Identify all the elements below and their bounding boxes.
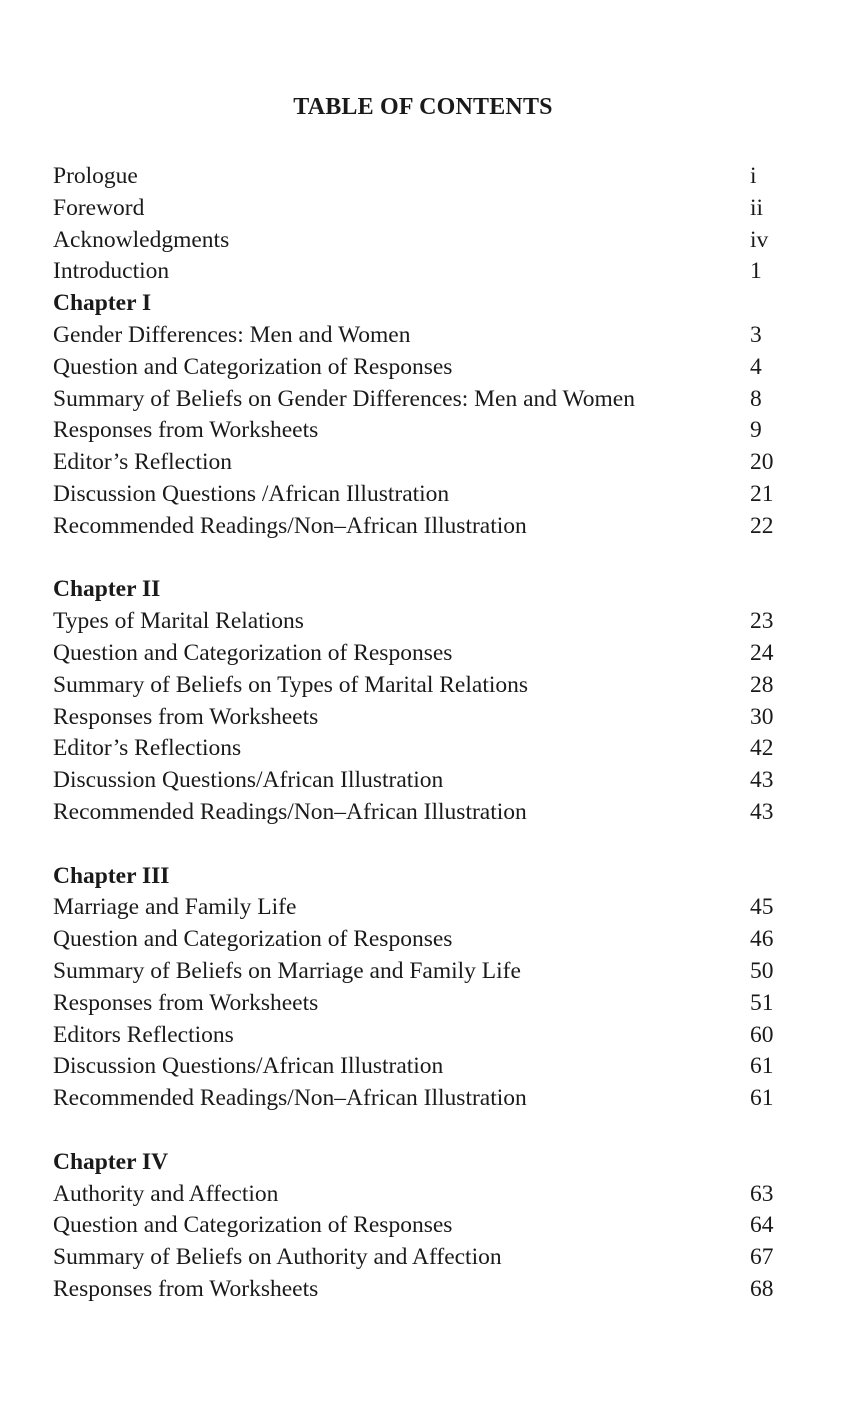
toc-entry-title: Discussion Questions /African Illustration	[53, 480, 450, 507]
toc-entry	[53, 225, 793, 257]
toc-entry-page-number: 63	[750, 1180, 774, 1207]
toc-entry-title: Discussion Questions/African Illustration	[53, 1053, 444, 1080]
table-of-contents	[53, 161, 793, 1306]
toc-entry-page-number: ii	[750, 194, 764, 221]
toc-entry-page-number: 22	[750, 512, 774, 539]
toc-entry-page-number: 3	[750, 321, 762, 348]
toc-entry	[53, 733, 793, 765]
toc-entry-page-number: 28	[750, 671, 774, 698]
toc-entry-title: Question and Categorization of Responses	[53, 926, 453, 953]
toc-entry-page-number: 42	[750, 735, 774, 762]
toc-entry	[53, 638, 793, 670]
toc-entry	[53, 797, 793, 829]
toc-entry	[53, 606, 793, 638]
toc-entry-page-number: 43	[750, 767, 774, 794]
toc-entry-title: Editor’s Reflection	[53, 449, 233, 476]
toc-entry-page-number: 51	[750, 989, 774, 1016]
toc-entry-title: Marriage and Family Life	[53, 894, 297, 921]
toc-entry	[53, 956, 793, 988]
toc-entry-page-number: 23	[750, 608, 774, 635]
toc-entry	[53, 511, 793, 543]
toc-chapter-heading	[53, 861, 793, 893]
toc-chapter-heading	[53, 574, 793, 606]
toc-entry-page-number: 43	[750, 798, 774, 825]
toc-entry-page-number: 24	[750, 639, 774, 666]
toc-entry-title: Responses from Worksheets	[53, 1275, 319, 1302]
toc-entry	[53, 988, 793, 1020]
toc-entry-page-number: 1	[750, 258, 762, 285]
toc-entry-page-number: 61	[750, 1085, 774, 1112]
chapter-heading-title: Chapter II	[53, 576, 161, 603]
toc-entry-page-number: 30	[750, 703, 774, 730]
toc-entry-page-number: 45	[750, 894, 774, 921]
toc-entry-title: Question and Categorization of Responses	[53, 353, 453, 380]
toc-entry	[53, 193, 793, 225]
toc-entry-page-number: 21	[750, 480, 774, 507]
toc-entry-title: Recommended Readings/Non–African Illustration	[53, 1085, 527, 1112]
toc-entry-title: Summary of Beliefs on Types of Marital Relations	[53, 671, 529, 698]
toc-entry-title: Introduction	[53, 258, 170, 285]
toc-entry-title: Editor’s Reflections	[53, 735, 242, 762]
toc-entry-title: Editors Reflections	[53, 1021, 234, 1048]
toc-entry-title: Prologue	[53, 163, 138, 189]
toc-entry-page-number: i	[750, 163, 757, 189]
toc-entry	[53, 892, 793, 924]
toc-entry-page-number: 60	[750, 1021, 774, 1048]
toc-chapter-heading	[53, 288, 793, 320]
toc-chapter-heading	[53, 1147, 793, 1179]
toc-entry-title: Summary of Beliefs on Marriage and Family Life	[53, 957, 521, 984]
toc-entry-page-number: 4	[750, 353, 762, 380]
toc-entry-page-number: 64	[750, 1212, 774, 1239]
page-title: TABLE OF CONTENTS	[293, 94, 553, 120]
toc-entry-page-number: 67	[750, 1244, 774, 1271]
toc-entry	[53, 256, 793, 288]
toc-entry-page-number: 8	[750, 385, 762, 412]
toc-entry-page-number: 20	[750, 449, 774, 476]
toc-spacer	[53, 1115, 793, 1147]
toc-entry	[53, 479, 793, 511]
toc-entry	[53, 1020, 793, 1052]
toc-entry	[53, 1179, 793, 1211]
toc-entry	[53, 415, 793, 447]
toc-entry-page-number: 46	[750, 926, 774, 953]
toc-entry-title: Acknowledgments	[53, 226, 230, 253]
toc-entry-page-number: 61	[750, 1053, 774, 1080]
toc-entry	[53, 384, 793, 416]
toc-entry	[53, 447, 793, 479]
toc-entry-title: Recommended Readings/Non–African Illustration	[53, 512, 527, 539]
toc-entry-title: Types of Marital Relations	[53, 608, 304, 635]
toc-entry	[53, 1274, 793, 1306]
toc-entry-page-number: 9	[750, 417, 762, 444]
toc-entry	[53, 765, 793, 797]
toc-entry	[53, 161, 793, 193]
toc-entry-title: Question and Categorization of Responses	[53, 1212, 453, 1239]
toc-spacer	[53, 543, 793, 575]
toc-entry-title: Responses from Worksheets	[53, 703, 319, 730]
chapter-heading-title: Chapter I	[53, 290, 152, 317]
toc-entry-title: Authority and Affection	[53, 1180, 279, 1207]
toc-entry	[53, 1051, 793, 1083]
toc-entry-title: Summary of Beliefs on Gender Differences: Men and Women	[53, 385, 635, 412]
toc-entry	[53, 924, 793, 956]
toc-spacer	[53, 829, 793, 861]
toc-entry	[53, 320, 793, 352]
toc-entry	[53, 352, 793, 384]
toc-entry-title: Recommended Readings/Non–African Illustration	[53, 798, 527, 825]
toc-entry-title: Responses from Worksheets	[53, 417, 319, 444]
toc-entry-page-number: 68	[750, 1275, 774, 1302]
toc-entry	[53, 670, 793, 702]
toc-entry	[53, 702, 793, 734]
toc-entry-title: Question and Categorization of Responses	[53, 639, 453, 666]
chapter-heading-title: Chapter IV	[53, 1148, 169, 1175]
toc-entry-title: Discussion Questions/African Illustration	[53, 767, 444, 794]
toc-entry-page-number: iv	[750, 226, 769, 253]
toc-entry-title: Gender Differences: Men and Women	[53, 321, 411, 348]
toc-entry	[53, 1083, 793, 1115]
toc-entry-title: Responses from Worksheets	[53, 989, 319, 1016]
toc-entry	[53, 1242, 793, 1274]
chapter-heading-title: Chapter III	[53, 862, 170, 889]
toc-entry	[53, 1210, 793, 1242]
toc-entry-title: Foreword	[53, 194, 145, 221]
toc-entry-page-number: 50	[750, 957, 774, 984]
toc-entry-title: Summary of Beliefs on Authority and Affection	[53, 1244, 502, 1271]
